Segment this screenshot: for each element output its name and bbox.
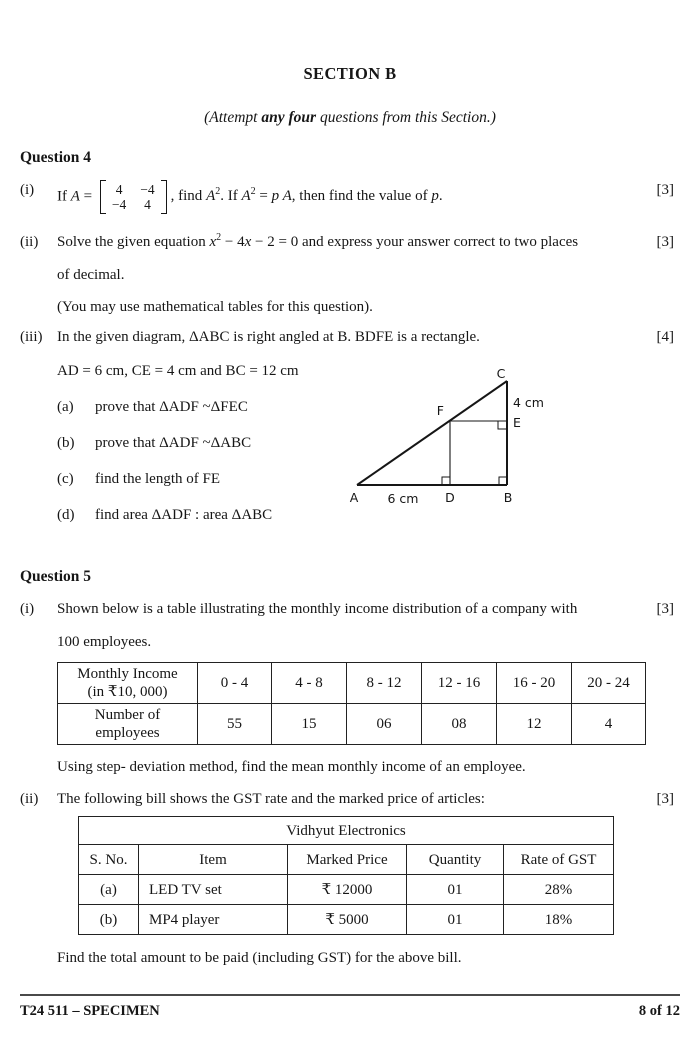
q4-iii-given: AD = 6 cm, CE = 4 cm and BC = 12 cm xyxy=(57,363,299,379)
part-d-label: (d) xyxy=(57,507,75,523)
bill-cell: 01 xyxy=(407,905,504,935)
q4-ii-line1: Solve the given equation $x^2 - 4x - 2 = 0$ and express your answer correct to two places xyxy=(57,232,579,250)
matrix-a xyxy=(100,180,167,214)
q4-part-i xyxy=(20,180,680,214)
income-range-cell: 4 - 8 xyxy=(272,663,347,704)
q5-ii-number: (ii) xyxy=(20,791,39,807)
side-AC xyxy=(357,381,507,485)
question-4-title: Question 4 xyxy=(20,149,92,166)
vertex-label-B: B xyxy=(503,490,513,505)
right-angle-at-D xyxy=(442,477,450,485)
q5-ii-text: The following bill shows the GST rate and the marked price of articles: xyxy=(57,791,485,807)
income-range-cell: 16 - 20 xyxy=(497,663,572,704)
matrix-cell: −4 xyxy=(140,182,155,197)
income-range-cell: 12 - 16 xyxy=(422,663,497,704)
right-angle-at-B xyxy=(499,477,507,485)
part-a-label: (a) xyxy=(57,399,74,415)
employee-count-cell: 4 xyxy=(572,704,646,745)
bill-header-price: Marked Price xyxy=(288,845,407,875)
employees-label-line1: Number of xyxy=(94,707,161,723)
q5-part-i xyxy=(20,599,680,652)
employees-row-label xyxy=(58,704,198,745)
bill-header-gst: Rate of GST xyxy=(504,845,614,875)
bill-cell: 28% xyxy=(504,875,614,905)
income-table-count-row xyxy=(58,704,646,745)
q4-part-ii xyxy=(20,232,680,317)
bill-cell: LED TV set xyxy=(139,875,288,905)
section-title: SECTION B xyxy=(303,64,397,83)
employee-count-cell: 15 xyxy=(272,704,347,745)
q4-iii-marks: [4] xyxy=(656,329,674,345)
q4-i-pre: If A = xyxy=(57,188,96,205)
part-c-text: find the length of FE xyxy=(95,471,220,487)
bill-header-sno: S. No. xyxy=(79,845,139,875)
vertex-label-D: D xyxy=(445,490,455,505)
income-header-label xyxy=(58,663,198,704)
bill-cell: MP4 player xyxy=(139,905,288,935)
bill-header-item: Item xyxy=(139,845,288,875)
bill-title-row xyxy=(79,817,614,845)
q5-i-marks: [3] xyxy=(656,601,674,617)
bill-cell: ₹ 5000 xyxy=(288,905,407,935)
q5-i-text xyxy=(57,599,644,652)
q5-part-ii xyxy=(20,789,680,809)
employee-count-cell: 06 xyxy=(347,704,422,745)
q5-i-instruction: Using step- deviation method, find the mean monthly income of an employee. xyxy=(57,759,526,775)
footer-page-number: 8 of 12 xyxy=(638,1003,680,1019)
q4-ii-marks: [3] xyxy=(656,234,674,250)
q4-iii-number: (iii) xyxy=(20,329,43,345)
attempt-note: (Attempt any four questions from this Section.) xyxy=(204,109,496,126)
q5-i-line2: 100 employees. xyxy=(57,634,152,650)
vertex-label-F: F xyxy=(436,403,444,418)
bill-cell: ₹ 12000 xyxy=(288,875,407,905)
bill-header-quantity: Quantity xyxy=(407,845,504,875)
part-b-text: prove that ΔADF ~ΔABC xyxy=(95,435,252,451)
matrix-right-bracket xyxy=(161,180,167,214)
q5-ii-instruction: Find the total amount to be paid (including GST) for the above bill. xyxy=(57,950,462,966)
bill-store-name: Vidhyut Electronics xyxy=(79,817,614,845)
triangle-diagram xyxy=(345,367,555,509)
q4-i-number: (i) xyxy=(20,182,35,198)
bill-row-b xyxy=(79,905,614,935)
income-header-line2: (in ₹10, 000) xyxy=(87,684,168,700)
matrix-cell: 4 xyxy=(144,197,151,212)
matrix-cell: −4 xyxy=(111,197,127,212)
part-d-text: find area ΔADF : area ΔABC xyxy=(95,507,273,523)
bill-cell: 18% xyxy=(504,905,614,935)
income-header-line1: Monthly Income xyxy=(77,666,178,682)
length-label-AD: 6 cm xyxy=(387,491,419,506)
q5-i-line1: Shown below is a table illustrating the monthly income distribution of a company with xyxy=(57,601,578,617)
q4-ii-line3: (You may use mathematical tables for this question). xyxy=(57,299,373,315)
vertex-label-E: E xyxy=(513,415,521,430)
q4-iii-intro: In the given diagram, ΔABC is right angled at B. BDFE is a rectangle. xyxy=(57,329,480,345)
employees-label-line2: employees xyxy=(95,725,160,741)
q5-i-number: (i) xyxy=(20,601,35,617)
employee-count-cell: 55 xyxy=(198,704,272,745)
bill-cell: (b) xyxy=(79,905,139,935)
q4-i-marks: [3] xyxy=(656,182,674,198)
part-a-text: prove that ΔADF ~ΔFEC xyxy=(95,399,248,415)
q4-part-iii xyxy=(20,327,680,347)
q4-ii-text xyxy=(57,232,644,317)
q4-i-text xyxy=(57,180,644,214)
part-c-label: (c) xyxy=(57,471,74,487)
q4-ii-number: (ii) xyxy=(20,234,39,250)
bill-row-a xyxy=(79,875,614,905)
vertex-label-A: A xyxy=(349,490,359,505)
q4-ii-line2: of decimal. xyxy=(57,267,125,283)
q4-iii-detail xyxy=(57,361,680,539)
income-range-cell: 0 - 4 xyxy=(198,663,272,704)
bill-table xyxy=(78,816,614,935)
part-b-label: (b) xyxy=(57,435,75,451)
income-range-cell: 20 - 24 xyxy=(572,663,646,704)
footer-paper-code: T24 511 – SPECIMEN xyxy=(20,1003,160,1019)
income-range-cell: 8 - 12 xyxy=(347,663,422,704)
q5-ii-marks: [3] xyxy=(656,791,674,807)
question-5-title: Question 5 xyxy=(20,568,92,585)
vertex-label-C: C xyxy=(496,367,506,381)
right-angle-at-E xyxy=(498,421,507,429)
length-label-CE: 4 cm xyxy=(513,395,544,410)
employee-count-cell: 12 xyxy=(497,704,572,745)
bill-header-row xyxy=(79,845,614,875)
page-footer xyxy=(20,994,680,1021)
income-table-header-row xyxy=(58,663,646,704)
employee-count-cell: 08 xyxy=(422,704,497,745)
q4-i-post: , find $A^2$. If $A^2 = p$ A, then find the value of p. xyxy=(170,186,443,205)
income-table xyxy=(57,662,646,745)
bill-cell: 01 xyxy=(407,875,504,905)
bill-cell: (a) xyxy=(79,875,139,905)
matrix-cell: 4 xyxy=(115,182,123,197)
